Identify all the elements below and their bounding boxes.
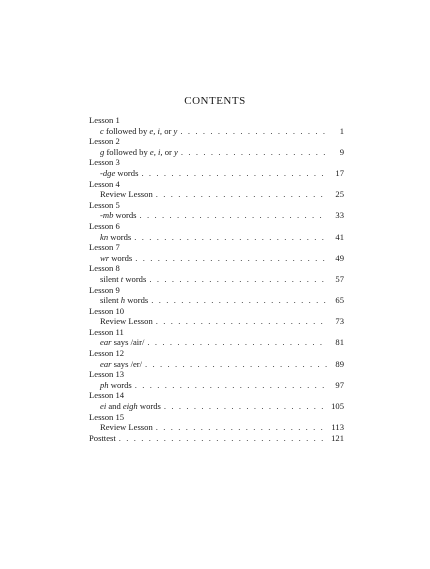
lesson-topic: ph words — [100, 379, 132, 390]
dot-leader — [180, 126, 327, 137]
page-number: 1 — [339, 125, 344, 136]
dot-leader — [151, 295, 327, 306]
lesson-topic: silent t words — [100, 273, 147, 284]
toc-entry — [89, 274, 344, 285]
lesson-topic: -mb words — [100, 210, 137, 221]
dot-leader — [135, 253, 327, 264]
dot-leader — [181, 147, 327, 158]
lesson-label: Lesson 12 — [89, 348, 125, 359]
posttest-label: Posttest — [89, 432, 116, 443]
dot-leader — [149, 274, 327, 285]
page-number: 25 — [335, 189, 344, 200]
toc-entry — [89, 401, 344, 412]
page-number: 97 — [335, 379, 344, 390]
dot-leader — [156, 422, 327, 433]
toc-entry — [89, 232, 344, 243]
page-number: 89 — [335, 358, 344, 369]
lesson-label: Lesson 11 — [89, 326, 124, 337]
dot-leader — [119, 433, 327, 444]
page-number: 57 — [335, 273, 344, 284]
lesson-topic: ear says /air/ — [100, 337, 145, 348]
dot-leader — [164, 401, 327, 412]
toc-entry — [89, 295, 344, 306]
dot-leader — [140, 210, 327, 221]
toc-entry — [89, 380, 344, 391]
dot-leader — [141, 168, 327, 179]
page-number: 105 — [331, 401, 344, 412]
lesson-label: Lesson 1 — [89, 115, 120, 125]
page-number: 41 — [335, 231, 344, 242]
table-of-contents — [89, 115, 344, 443]
lesson-label: Lesson 10 — [89, 305, 125, 316]
page-number: 17 — [335, 167, 344, 178]
lesson-topic: ei and eigh words — [100, 401, 161, 412]
lesson-label: Lesson 9 — [89, 284, 120, 295]
dot-leader — [147, 337, 327, 348]
page-number: 81 — [335, 337, 344, 348]
lesson-label: Lesson 6 — [89, 220, 120, 231]
toc-entry — [89, 210, 344, 221]
lesson-label: Lesson 5 — [89, 199, 120, 210]
toc-entry-posttest — [89, 433, 344, 444]
lesson-label: Lesson 2 — [89, 136, 120, 147]
toc-entry — [89, 253, 344, 264]
lesson-label: Lesson 13 — [89, 369, 125, 380]
page-number: 121 — [331, 432, 344, 443]
lesson-label: Lesson 3 — [89, 157, 120, 168]
lesson-label: Lesson 8 — [89, 263, 120, 274]
page-number: 33 — [335, 210, 344, 221]
toc-entry — [89, 316, 344, 327]
toc-entry — [89, 337, 344, 348]
lesson-topic: silent h words — [100, 295, 149, 306]
lesson-topic: wr words — [100, 252, 133, 263]
toc-entry — [89, 189, 344, 200]
lesson-topic: Review Lesson — [100, 316, 153, 327]
lesson-topic: Review Lesson — [100, 189, 153, 200]
dot-leader — [135, 380, 327, 391]
lesson-topic: kn words — [100, 231, 132, 242]
page-number: 49 — [335, 252, 344, 263]
toc-entry — [89, 168, 344, 179]
toc-entry — [89, 422, 344, 433]
page-number: 65 — [335, 295, 344, 306]
lesson-topic: -dge words — [100, 167, 139, 178]
lesson-label: Lesson 4 — [89, 178, 120, 189]
dot-leader — [156, 189, 327, 200]
dot-leader — [134, 232, 327, 243]
toc-entry — [89, 147, 344, 158]
lesson-topic: ear says /er/ — [100, 358, 143, 369]
lesson-topic: g followed by e, i, or y — [100, 146, 178, 157]
lesson-topic: c followed by e, i, or y — [100, 125, 178, 136]
lesson-label: Lesson 7 — [89, 242, 120, 253]
dot-leader — [145, 359, 327, 370]
lesson-topic: Review Lesson — [100, 422, 153, 433]
page-title: CONTENTS — [184, 95, 246, 107]
lesson-label: Lesson 15 — [89, 411, 125, 422]
page-number: 73 — [335, 316, 344, 327]
page-number: 113 — [331, 422, 344, 433]
page-number: 9 — [339, 146, 344, 157]
toc-entry — [89, 126, 344, 137]
toc-entry — [89, 359, 344, 370]
dot-leader — [156, 316, 327, 327]
lesson-label: Lesson 14 — [89, 390, 125, 401]
